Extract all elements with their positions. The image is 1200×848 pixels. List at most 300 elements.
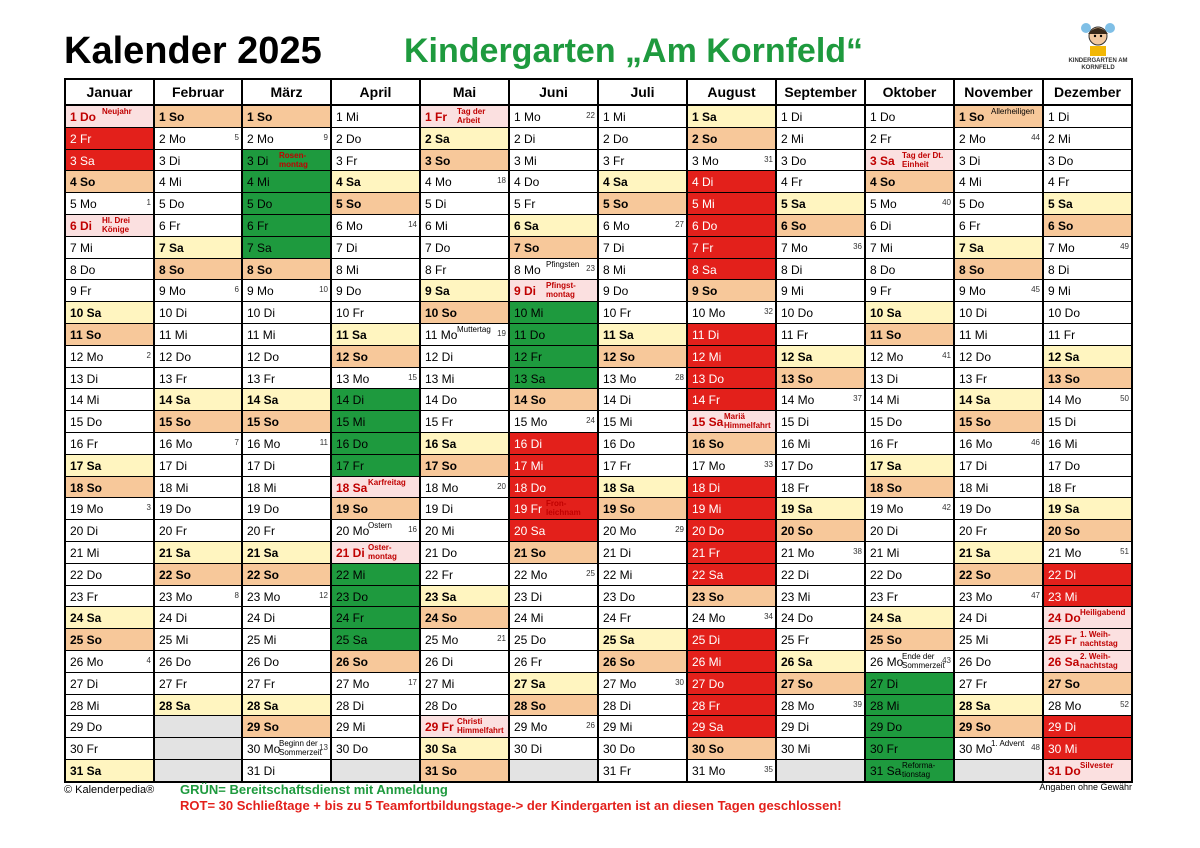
day-cell (687, 694, 776, 716)
day-label: 6 Mi (425, 218, 448, 233)
day-label: 10 So (425, 306, 458, 321)
day-label: 28 Di (336, 698, 365, 713)
day-label: 24 Mo (692, 611, 726, 626)
day-cell (331, 127, 420, 149)
day-label: 13 Di (870, 371, 899, 386)
day-label: 16 Mo (959, 436, 993, 451)
holiday-note: Christi Himmelfahrt (457, 717, 504, 736)
day-cell (331, 650, 420, 672)
day-cell (776, 672, 865, 694)
day-cell (776, 716, 865, 738)
day-label: 25 Fr (781, 633, 810, 648)
day-cell (776, 563, 865, 585)
calendar-row (65, 650, 1132, 672)
week-number: 18 (497, 176, 506, 186)
day-label: 25 Do (514, 633, 547, 648)
day-label: 14 Mi (870, 393, 900, 408)
day-cell (509, 738, 598, 760)
day-cell (154, 454, 242, 476)
day-cell (954, 214, 1043, 236)
day-label: 11 Sa (336, 327, 367, 342)
day-label: 4 So (870, 175, 896, 190)
day-label: 6 Do (692, 218, 718, 233)
day-cell (687, 127, 776, 149)
day-label: 11 Fr (781, 327, 809, 342)
day-cell (865, 650, 954, 672)
day-label: 18 Sa (336, 480, 368, 495)
day-cell (420, 127, 509, 149)
day-label: 19 Sa (1048, 502, 1080, 517)
day-label: 17 Sa (870, 458, 902, 473)
day-cell (865, 498, 954, 520)
day-label: 2 Mo (959, 131, 986, 146)
day-label: 21 Di (336, 545, 365, 560)
day-cell (954, 541, 1043, 563)
day-label: 15 Di (781, 415, 810, 430)
day-label: 11 So (70, 327, 102, 342)
day-cell (1043, 694, 1132, 716)
day-label: 4 Sa (603, 175, 628, 190)
day-label: 3 Fr (336, 153, 358, 168)
day-cell (1043, 258, 1132, 280)
day-cell (865, 454, 954, 476)
week-number: 22 (586, 111, 595, 120)
day-cell (865, 672, 954, 694)
day-cell (954, 454, 1043, 476)
day-cell (420, 105, 509, 127)
day-cell (65, 650, 154, 672)
calendar-row (65, 520, 1132, 542)
day-label: 19 Mi (692, 502, 722, 517)
day-label: 1 Sa (692, 110, 717, 124)
month-header: Juli (598, 79, 687, 105)
day-label: 30 Do (603, 742, 636, 757)
day-label: 3 Sa (870, 153, 895, 168)
day-label: 24 Di (959, 611, 988, 626)
day-cell (1043, 498, 1132, 520)
day-cell (65, 432, 154, 454)
day-cell (687, 738, 776, 760)
day-label: 29 Mi (336, 720, 366, 735)
day-cell (420, 607, 509, 629)
calendar-row (65, 193, 1132, 215)
day-cell (687, 476, 776, 498)
day-label: 30 Mi (1048, 742, 1078, 757)
day-label: 28 Sa (959, 698, 991, 713)
day-cell (420, 432, 509, 454)
day-cell (509, 454, 598, 476)
month-header: Mai (420, 79, 509, 105)
day-cell (776, 498, 865, 520)
day-cell (776, 214, 865, 236)
day-label: 30 So (692, 742, 725, 757)
day-label: 5 Mi (692, 197, 715, 212)
day-label: 28 Fr (692, 698, 721, 713)
day-cell (687, 585, 776, 607)
day-cell (242, 498, 331, 520)
day-cell (420, 716, 509, 738)
day-cell (776, 258, 865, 280)
day-cell (776, 193, 865, 215)
day-cell (687, 759, 776, 781)
day-cell (598, 389, 687, 411)
day-label: 15 Di (1048, 415, 1077, 430)
week-number: 6 (234, 285, 239, 295)
month-header: September (776, 79, 865, 105)
day-label: 22 Do (870, 567, 903, 582)
day-cell (954, 302, 1043, 324)
day-cell (954, 367, 1043, 389)
week-number: 23 (586, 263, 595, 273)
day-label: 14 Sa (247, 393, 279, 408)
day-label: 6 Fr (159, 218, 181, 233)
day-label: 8 So (159, 262, 185, 277)
day-label: 7 Di (336, 240, 358, 255)
day-cell (242, 759, 331, 781)
day-label: 26 So (336, 654, 369, 669)
calendar-row (65, 323, 1132, 345)
day-cell (687, 345, 776, 367)
day-cell (331, 149, 420, 171)
day-label: 12 So (336, 349, 369, 364)
day-label: 16 Do (603, 436, 636, 451)
page-subtitle: Kindergarten „Am Kornfeld“ (404, 32, 864, 70)
holiday-note: 1. Weih-nachtstag (1080, 630, 1118, 649)
day-label: 25 Mo (425, 633, 459, 648)
day-label: 3 Mi (514, 153, 537, 168)
day-label: 23 Mo (247, 589, 281, 604)
day-label: 18 Di (692, 480, 721, 495)
day-label: 4 Mi (159, 175, 182, 190)
page-title: Kalender 2025 (64, 30, 322, 72)
day-label: 10 Sa (70, 306, 102, 321)
day-label: 12 Do (159, 349, 192, 364)
day-label: 7 So (514, 240, 540, 255)
day-label: 10 Mi (514, 306, 544, 321)
day-cell (776, 389, 865, 411)
day-cell (954, 498, 1043, 520)
day-cell (509, 367, 598, 389)
calendar-body (65, 105, 1132, 782)
red-legend: ROT= 30 Schließtage + bis zu 5 Teamfortbildungstage-> der Kindergarten ist an diesen Tagen geschlossen! (180, 798, 842, 813)
day-label: 3 Mo (692, 153, 719, 168)
day-label: 14 Fr (692, 393, 721, 408)
day-cell (598, 236, 687, 258)
day-label: 4 Fr (781, 175, 803, 190)
day-cell (1043, 345, 1132, 367)
day-label: 30 Sa (425, 742, 457, 757)
day-cell (331, 476, 420, 498)
day-cell (509, 411, 598, 433)
day-cell (687, 498, 776, 520)
day-cell (154, 236, 242, 258)
day-cell (687, 193, 776, 215)
calendar-row (65, 759, 1132, 781)
day-cell (154, 476, 242, 498)
week-number: 25 (586, 568, 595, 578)
day-label: 16 Mo (247, 436, 281, 451)
day-label: 5 Do (247, 197, 273, 212)
day-cell (865, 629, 954, 651)
day-label: 26 Mo (870, 654, 904, 669)
day-label: 19 So (336, 502, 369, 517)
day-label: 8 Mi (603, 262, 626, 277)
day-label: 28 So (514, 698, 547, 713)
day-cell (598, 149, 687, 171)
day-label: 2 Fr (870, 131, 892, 146)
day-label: 18 Fr (781, 480, 810, 495)
day-label: 23 Mo (159, 589, 193, 604)
day-cell (865, 476, 954, 498)
day-cell (242, 432, 331, 454)
day-label: 3 So (425, 153, 451, 168)
day-cell (242, 650, 331, 672)
day-label: 17 Do (1048, 458, 1081, 473)
day-label: 26 Do (959, 654, 992, 669)
day-label: 19 Do (959, 502, 992, 517)
day-label: 20 So (1048, 524, 1081, 539)
week-number: 5 (234, 132, 239, 142)
day-label: 30 Mo (247, 742, 281, 757)
day-label: 9 Mi (781, 284, 804, 299)
day-cell (420, 738, 509, 760)
day-label: 29 Mo (514, 720, 548, 735)
day-cell (954, 607, 1043, 629)
week-number: 8 (234, 590, 239, 600)
day-label: 30 Fr (70, 742, 99, 757)
day-label: 23 Sa (425, 589, 457, 604)
day-cell (776, 105, 865, 127)
day-cell (154, 672, 242, 694)
day-label: 27 Di (70, 676, 99, 691)
day-cell (65, 323, 154, 345)
day-label: 2 Mo (159, 131, 186, 146)
holiday-note: Reforma-tionstag (902, 760, 936, 779)
day-cell (954, 149, 1043, 171)
week-number: 32 (764, 307, 773, 317)
day-label: 23 Mi (781, 589, 811, 604)
day-label: 17 Di (159, 458, 188, 473)
day-cell (776, 127, 865, 149)
day-label: 27 Mi (425, 676, 455, 691)
day-cell (331, 389, 420, 411)
day-cell (242, 672, 331, 694)
day-cell (1043, 236, 1132, 258)
holiday-note: Rosen-montag (279, 150, 308, 169)
day-label: 14 Mi (70, 393, 100, 408)
day-label: 1 So (959, 110, 985, 124)
day-label: 14 Di (603, 393, 632, 408)
week-number: 26 (586, 721, 595, 731)
day-cell (776, 541, 865, 563)
day-label: 12 Mo (870, 349, 904, 364)
day-cell (154, 323, 242, 345)
day-cell (420, 476, 509, 498)
day-label: 9 Fr (870, 284, 892, 299)
day-cell (1043, 389, 1132, 411)
day-label: 18 Mi (247, 480, 277, 495)
day-cell (865, 759, 954, 781)
day-cell (154, 258, 242, 280)
day-cell (776, 411, 865, 433)
day-cell (954, 650, 1043, 672)
day-cell (509, 432, 598, 454)
day-cell (954, 520, 1043, 542)
calendar-row (65, 672, 1132, 694)
day-label: 18 Mo (425, 480, 459, 495)
day-cell (865, 193, 954, 215)
day-cell (65, 716, 154, 738)
day-cell (65, 193, 154, 215)
day-cell (331, 280, 420, 302)
day-label: 19 Mo (70, 502, 104, 517)
day-cell (331, 607, 420, 629)
day-cell (687, 149, 776, 171)
day-cell (331, 541, 420, 563)
week-number: 34 (764, 612, 773, 622)
day-cell (420, 563, 509, 585)
day-cell (598, 432, 687, 454)
day-cell (776, 345, 865, 367)
week-number: 52 (1120, 699, 1129, 709)
calendar-table (64, 78, 1133, 783)
month-header: Oktober (865, 79, 954, 105)
day-label: 15 Mi (603, 415, 633, 430)
day-label: 13 Mo (336, 371, 370, 386)
day-cell (1043, 105, 1132, 127)
day-cell (509, 607, 598, 629)
day-cell (1043, 127, 1132, 149)
day-cell (509, 193, 598, 215)
week-number: 9 (323, 132, 328, 142)
day-cell (598, 607, 687, 629)
day-label: 26 Sa (781, 654, 813, 669)
calendar-row (65, 498, 1132, 520)
day-cell (331, 672, 420, 694)
day-label: 22 Di (781, 567, 810, 582)
day-cell (865, 105, 954, 127)
empty-day-cell (509, 759, 598, 781)
day-label: 9 Mo (959, 284, 986, 299)
day-cell (954, 127, 1043, 149)
week-number: 27 (675, 219, 684, 229)
day-label: 21 Mi (870, 545, 900, 560)
day-label: 5 Mo (70, 197, 97, 212)
day-label: 21 Sa (159, 545, 191, 560)
week-number: 16 (408, 525, 417, 535)
week-number: 51 (1120, 546, 1129, 556)
day-label: 15 So (247, 415, 280, 430)
day-cell (954, 236, 1043, 258)
month-header: März (242, 79, 331, 105)
day-cell (687, 258, 776, 280)
day-cell (598, 214, 687, 236)
day-label: 31 Sa (70, 763, 102, 778)
day-cell (509, 105, 598, 127)
day-cell (598, 127, 687, 149)
day-cell (776, 629, 865, 651)
day-cell (65, 302, 154, 324)
day-cell (154, 650, 242, 672)
day-cell (65, 280, 154, 302)
day-cell (420, 585, 509, 607)
day-cell (154, 105, 242, 127)
month-header: April (331, 79, 420, 105)
day-cell (598, 585, 687, 607)
week-number: 42 (942, 503, 951, 513)
day-cell (509, 541, 598, 563)
day-cell (509, 214, 598, 236)
holiday-note: 1. Advent (991, 739, 1025, 749)
day-cell (331, 258, 420, 280)
day-label: 14 Sa (159, 393, 191, 408)
day-label: 14 Di (336, 393, 365, 408)
month-header-row (65, 79, 1132, 105)
week-number: 29 (675, 525, 684, 535)
day-label: 30 Mo (959, 742, 993, 757)
day-label: 3 Do (1048, 153, 1074, 168)
empty-day-cell (154, 759, 242, 781)
day-cell (420, 214, 509, 236)
day-cell (509, 520, 598, 542)
day-cell (776, 694, 865, 716)
day-cell (954, 563, 1043, 585)
week-number: 21 (497, 634, 506, 644)
day-cell (331, 629, 420, 651)
day-cell (954, 193, 1043, 215)
day-label: 20 Mo (603, 524, 637, 539)
day-label: 20 Fr (247, 524, 276, 539)
day-cell (509, 149, 598, 171)
day-cell (154, 214, 242, 236)
day-label: 16 Do (336, 436, 369, 451)
day-cell (154, 367, 242, 389)
day-label: 13 So (781, 371, 814, 386)
day-cell (420, 629, 509, 651)
day-label: 27 Di (870, 676, 899, 691)
day-cell (687, 563, 776, 585)
day-label: 20 Do (692, 524, 725, 539)
month-header: November (954, 79, 1043, 105)
day-cell (865, 171, 954, 193)
day-cell (65, 214, 154, 236)
day-label: 19 Fr (514, 502, 543, 517)
day-label: 7 Fr (692, 240, 714, 255)
day-cell (687, 105, 776, 127)
day-label: 2 Di (514, 131, 536, 146)
day-cell (954, 585, 1043, 607)
day-cell (1043, 541, 1132, 563)
day-cell (1043, 716, 1132, 738)
day-label: 21 Sa (247, 545, 279, 560)
week-number: 1 (146, 198, 151, 208)
day-label: 10 Do (1048, 306, 1081, 321)
day-label: 26 Fr (514, 654, 543, 669)
day-cell (1043, 563, 1132, 585)
day-label: 4 Sa (336, 175, 361, 190)
day-cell (242, 476, 331, 498)
day-cell (65, 738, 154, 760)
day-label: 13 Do (692, 371, 725, 386)
day-cell (954, 629, 1043, 651)
day-cell (598, 520, 687, 542)
day-cell (1043, 280, 1132, 302)
day-cell (687, 236, 776, 258)
day-label: 29 Sa (692, 720, 724, 735)
day-cell (598, 694, 687, 716)
day-cell (65, 411, 154, 433)
day-cell (420, 694, 509, 716)
